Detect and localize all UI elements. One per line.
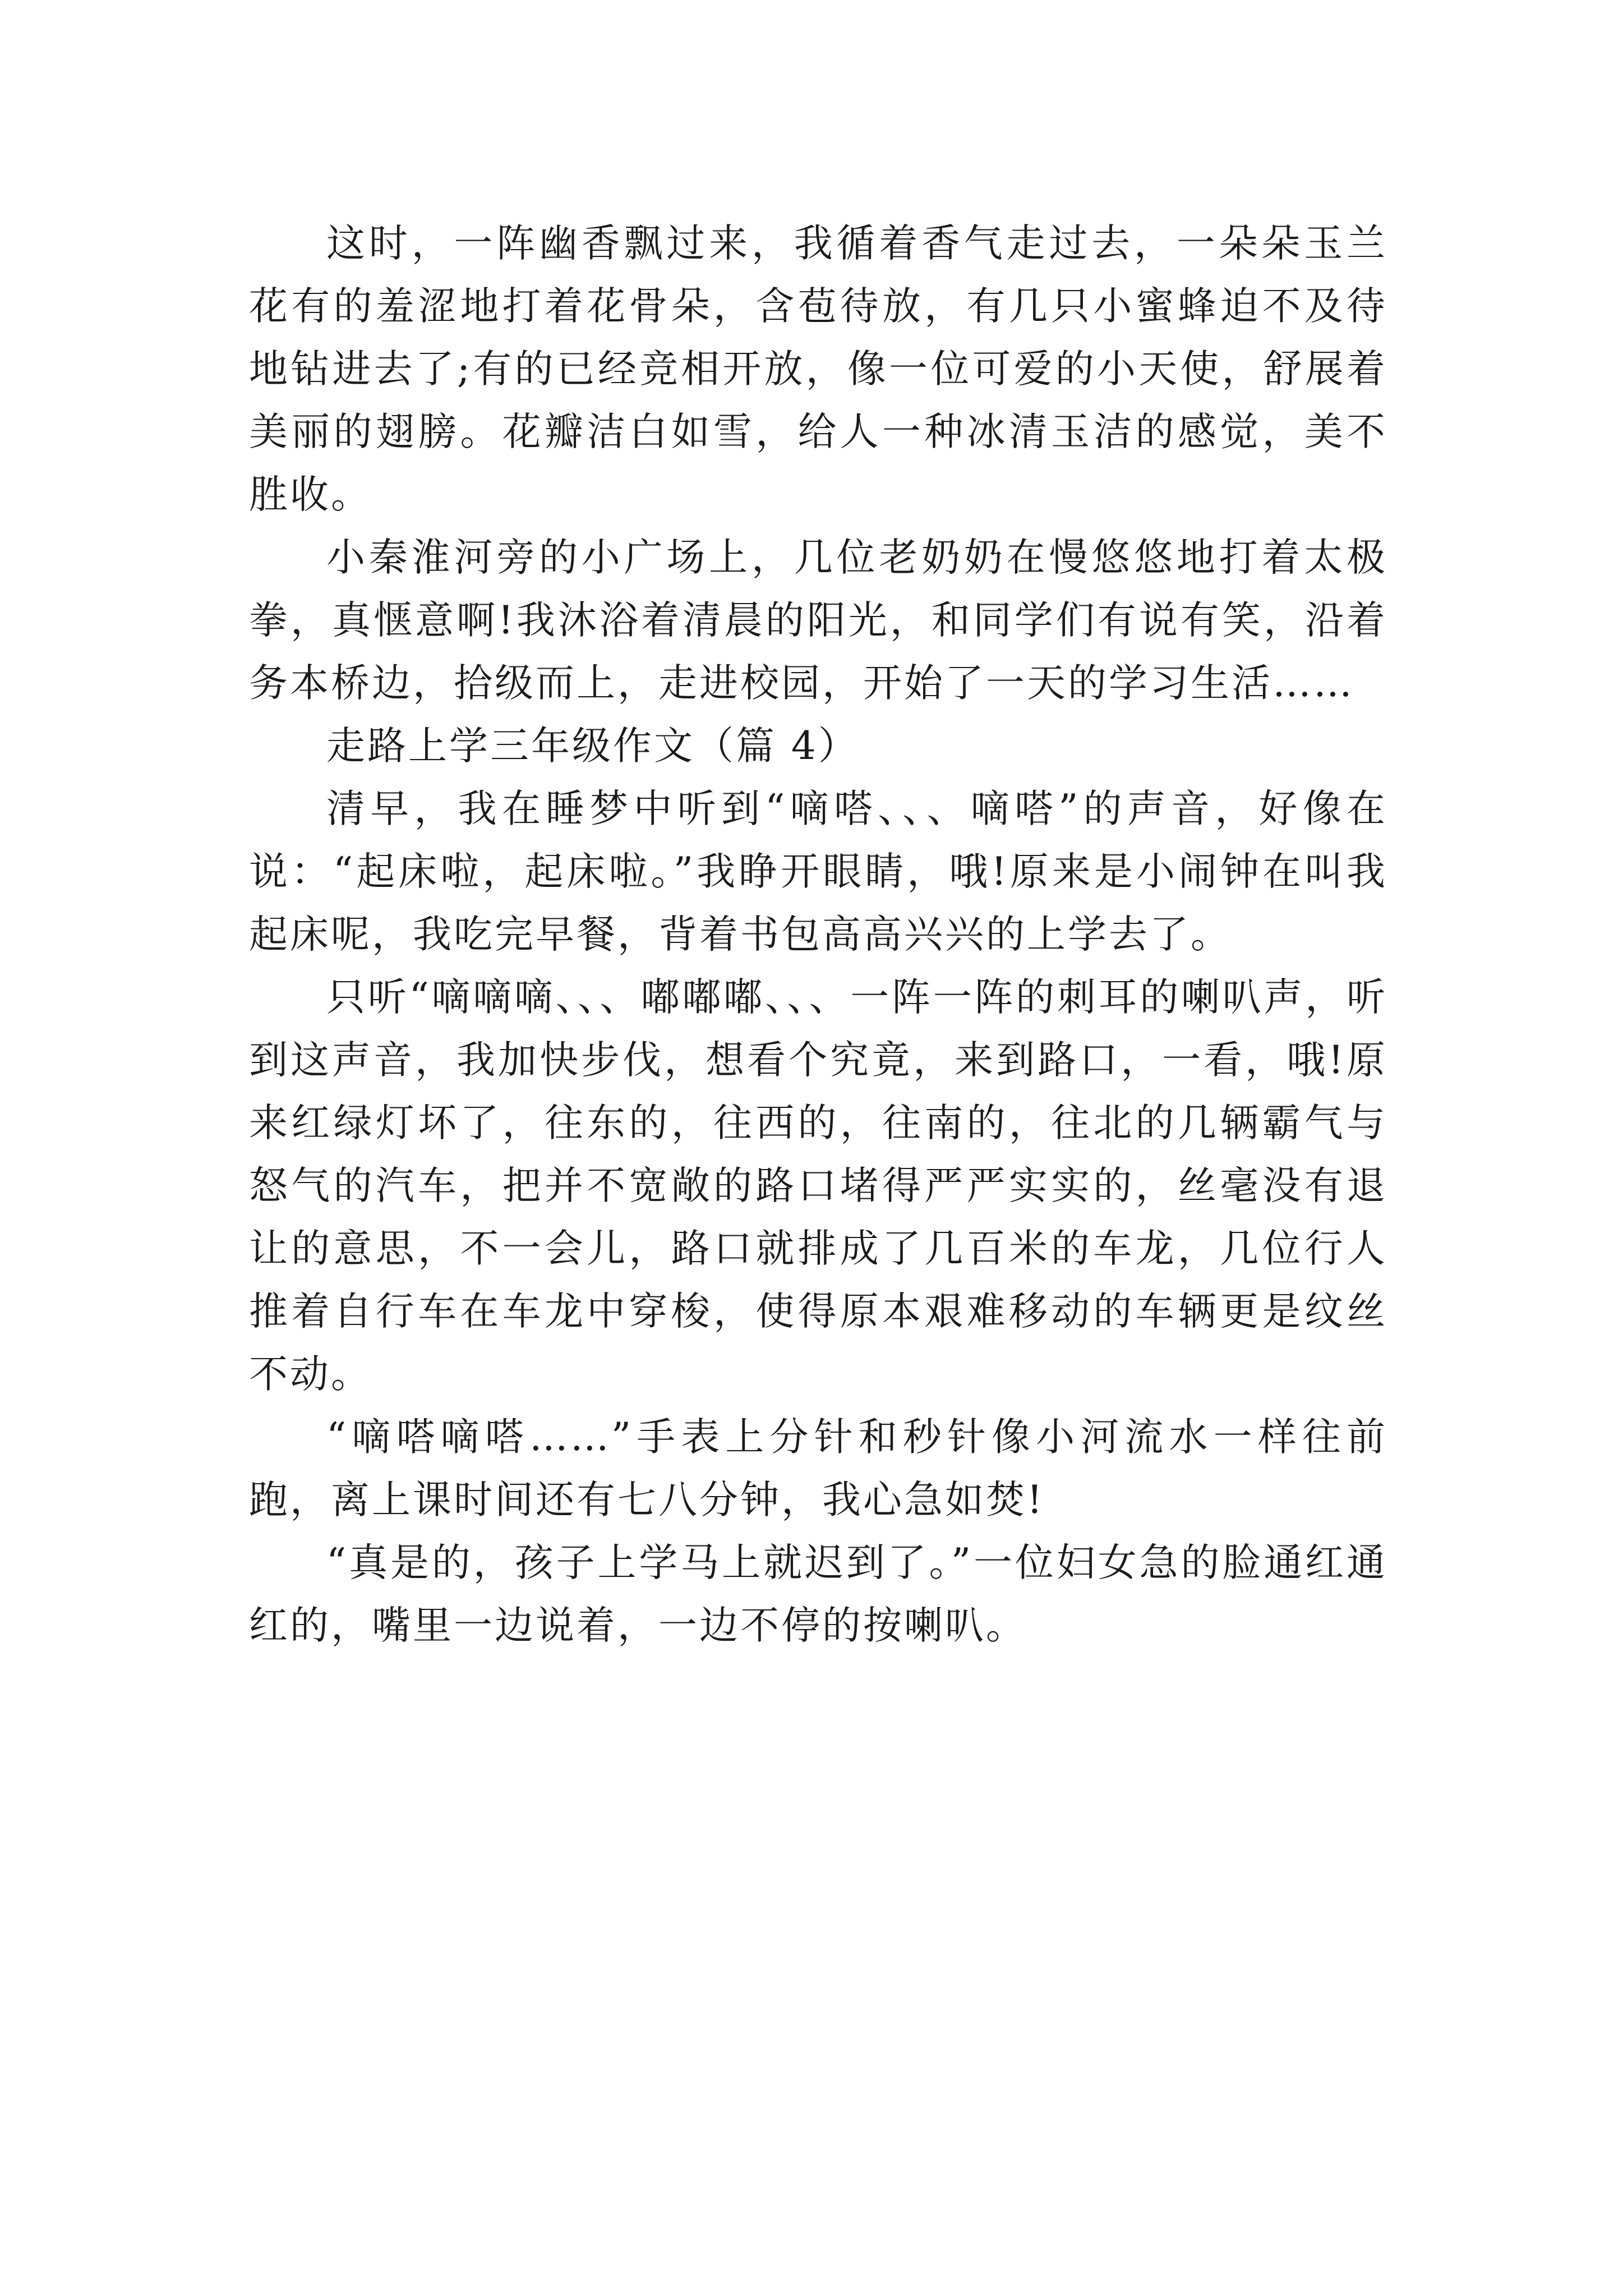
paragraph-yulan-flowers: 这时，一阵幽香飘过来，我循着香气走过去，一朵朵玉兰花有的羞涩地打着花骨朵，含苞待放，有几只小蜜蜂迫不及待地钻进去了;有的已经竞相开放，像一位可爱的小天使，舒展着美丽的翅膀。花瓣洁白如雪，给人一种冰清玉洁的感觉，美不胜收。: [249, 221, 1387, 517]
paragraph-alarm-clock: 清早，我在睡梦中听到“嘀嗒、、、嘀嗒”的声音，好像在说：“起床啦，起床啦。”我睁开眼睛，哦!原来是小闹钟在叫我起床呢，我吃完早餐，背着书包高高兴兴的上学去了。: [249, 786, 1387, 957]
section-title: 走路上学三年级作文（篇 4）: [326, 724, 859, 769]
document-body: [249, 212, 1387, 1657]
paragraph-woman-horn: “真是的，孩子上学马上就迟到了。”一位妇女急的脸通红通红的，嘴里一边说着，一边不停的按喇叭。: [249, 1540, 1387, 1648]
paragraph-watch-ticking: “嘀嗒嘀嗒……”手表上分针和秒针像小河流水一样往前跑，离上课时间还有七八分钟，我心急如焚!: [249, 1415, 1387, 1522]
paragraph-traffic-jam: 只听“嘀嘀嘀、、、嘟嘟嘟、、、一阵一阵的刺耳的喇叭声，听到这声音，我加快步伐，想看个究竟，来到路口，一看，哦!原来红绿灯坏了，往东的，往西的，往南的，往北的几辆霸气与怒气的汽车，把并不宽敞的路口堵得严严实实的，丝毫没有退让的意思，不一会儿，路口就排成了几百米的车龙，几位行人推着自行车在车龙中穿梭，使得原本艰难移动的车辆更是纹丝不动。: [249, 975, 1387, 1397]
paragraph-small-square: 小秦淮河旁的小广场上，几位老奶奶在慢悠悠地打着太极拳，真惬意啊!我沐浴着清晨的阳光，和同学们有说有笑，沿着务本桥边，拾级而上，走进校园，开始了一天的学习生活……: [249, 535, 1387, 706]
